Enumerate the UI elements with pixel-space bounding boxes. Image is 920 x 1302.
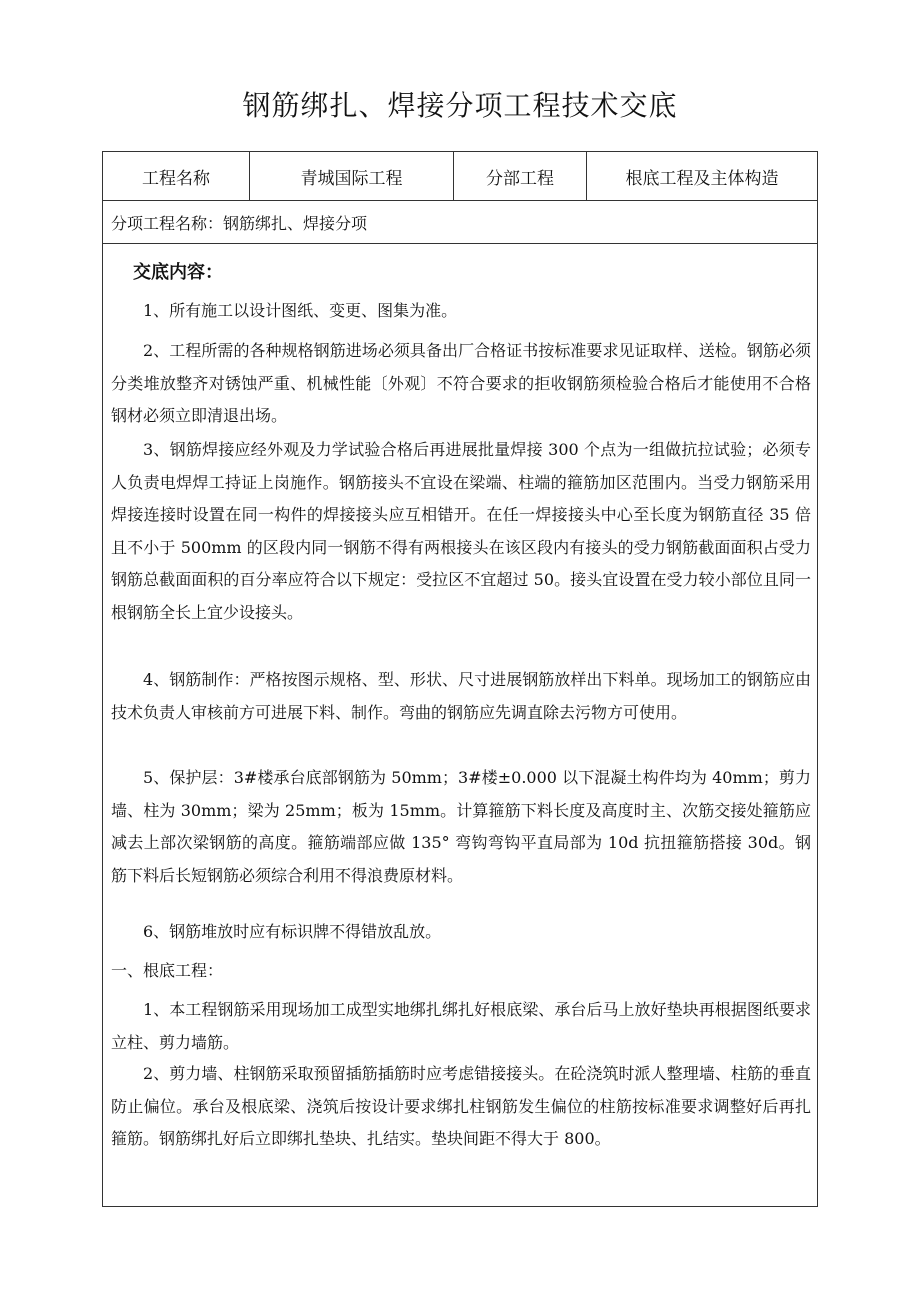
project-name-value: 青城国际工程: [250, 152, 454, 200]
document-title: 钢筋绑扎、焊接分项工程技术交底: [242, 89, 678, 122]
disclosure-table: [102, 151, 818, 1207]
division-value: 根底工程及主体构造: [625, 168, 779, 189]
paragraph-2: 2、工程所需的各种规格钢筋进场必须具备出厂合格证书按标准要求见证取样、送检。钢筋必须分类堆放整齐对锈蚀严重、机械性能〔外观〕不符合要求的拒收钢筋须检验合格后才能使用不合格钢材必须立即清退出场。: [111, 341, 811, 425]
paragraph-foundation-1: 1、本工程钢筋采用现场加工成型实地绑扎绑扎好根底梁、承台后马上放好垫块再根据图纸要求立柱、剪力墙筋。: [111, 1000, 811, 1052]
paragraph-4: 4、钢筋制作：严格按图示规格、型、形状、尺寸进展钢筋放样出下料单。现场加工的钢筋应由技术负责人审核前方可进展下料、制作。弯曲的钢筋应先调直除去污物方可使用。: [111, 670, 811, 722]
paragraph-5: 5、保护层：3#楼承台底部钢筋为 50mm；3#楼±0.000 以下混凝土构件均为 40mm；剪力墙、柱为 30mm；梁为 25mm；板为 15mm。计算箍筋下料长度及高度时主、次筋交接处箍筋应减去上部次梁钢筋的高度。箍筋端部应做 135° 弯钩弯钩平直局部为 10d 抗扭箍筋搭接 30d。钢筋下料后长短钢筋必须综合利用不得浪费原材料。: [111, 768, 811, 885]
header-row: [103, 152, 817, 201]
paragraph-foundation-2: 2、剪力墙、柱钢筋采取预留插筋插筋时应考虑错接接头。在砼浇筑时派人整理墙、柱筋的垂直防止偏位。承台及根底梁、浇筑后按设计要求绑扎柱钢筋发生偏位的柱筋按标准要求调整好后再扎箍筋。钢筋绑扎好后立即绑扎垫块、扎结实。垫块间距不得大于 800。: [111, 1064, 811, 1148]
paragraph-1: 1、所有施工以设计图纸、变更、图集为准。: [143, 301, 458, 320]
paragraph-3: 3、钢筋焊接应经外观及力学试验合格后再进展批量焊接 300 个点为一组做抗拉试验；必须专人负责电焊焊工持证上岗施作。钢筋接头不宜设在梁端、柱端的箍筋加区范围内。当受力钢筋采用焊接连接时设置在同一构件的焊接接头应互相错开。在任一焊接接头中心至长度为钢筋直径 35 倍且不小于 500mm 的区段内同一钢筋不得有两根接头在该区段内有接头的受力钢筋截面面积占受力钢筋总截面面积的百分率应符合以下规定：受拉区不宜超过 50。接头宜设置在受力较小部位且同一根钢筋全长上宜少设接头。: [111, 440, 811, 622]
project-name-label: 工程名称: [103, 152, 250, 200]
section-foundation: 一、根底工程：: [111, 961, 224, 980]
subitem-name: 分项工程名称：钢筋绑扎、焊接分项: [103, 201, 817, 244]
division-label: 分部工程: [454, 152, 587, 200]
content-heading: 交底内容：: [133, 262, 223, 283]
paragraph-6: 6、钢筋堆放时应有标识牌不得错放乱放。: [143, 922, 442, 941]
